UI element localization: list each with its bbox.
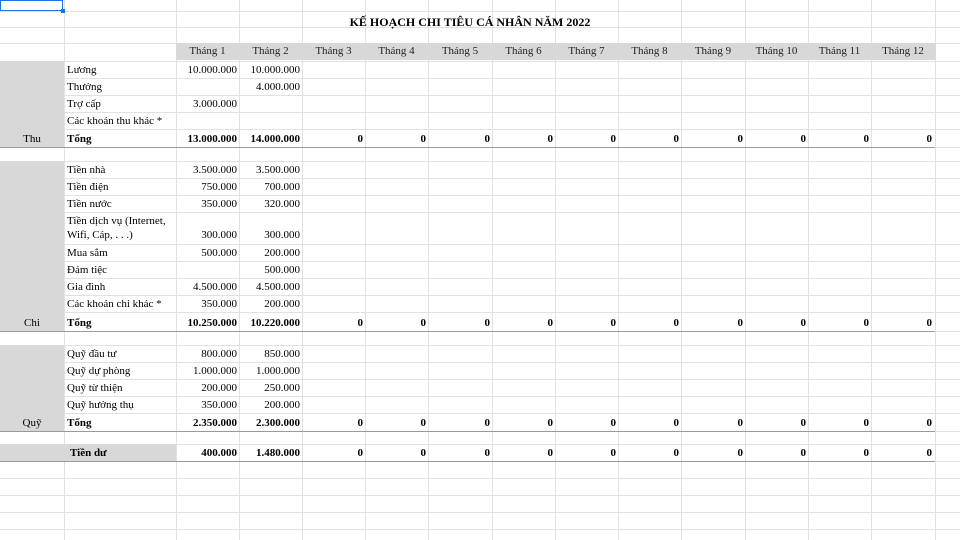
sheet-title: KẾ HOẠCH CHI TIÊU CÁ NHÂN NĂM 2022 <box>349 15 591 29</box>
total-thang-5[interactable]: 0 <box>484 447 490 459</box>
cell-thang-1[interactable]: 750.000 <box>201 181 237 193</box>
total-thang-8[interactable]: 0 <box>673 317 679 329</box>
total-label[interactable]: Tổng <box>67 317 92 329</box>
total-thang-7[interactable]: 0 <box>610 447 616 459</box>
row-label[interactable]: Quỹ từ thiện <box>67 382 123 394</box>
total-thang-1[interactable]: 13.000.000 <box>187 133 237 145</box>
month-header-4[interactable]: Tháng 4 <box>378 45 415 57</box>
total-thang-9[interactable]: 0 <box>737 133 743 145</box>
month-header-3[interactable]: Tháng 3 <box>315 45 352 57</box>
cell-thang-2[interactable]: 200.000 <box>264 399 300 411</box>
total-thang-11[interactable]: 0 <box>863 417 869 429</box>
cell-thang-2[interactable]: 3.500.000 <box>256 164 300 176</box>
section-chi-bg <box>0 161 64 331</box>
section-label-quy: Quỹ <box>22 417 42 429</box>
total-thang-3[interactable]: 0 <box>357 133 363 145</box>
section-label-thu: Thu <box>23 133 41 145</box>
total-thang-7[interactable]: 0 <box>610 417 616 429</box>
total-thang-6[interactable]: 0 <box>547 417 553 429</box>
total-thang-11[interactable]: 0 <box>863 447 869 459</box>
total-thang-4[interactable]: 0 <box>420 417 426 429</box>
cell-thang-1[interactable]: 4.500.000 <box>193 281 237 293</box>
row-label[interactable]: Quỹ đầu tư <box>67 348 117 360</box>
row-label[interactable]: Trợ cấp <box>67 98 101 110</box>
cell-thang-1[interactable]: 1.000.000 <box>193 365 237 377</box>
total-thang-1[interactable]: 10.250.000 <box>187 317 237 329</box>
total-thang-5[interactable]: 0 <box>484 133 490 145</box>
month-header-12[interactable]: Tháng 12 <box>882 45 924 57</box>
cell-thang-1[interactable]: 200.000 <box>201 382 237 394</box>
row-label[interactable]: Đám tiệc <box>67 264 108 276</box>
cell-thang-1[interactable]: 350.000 <box>201 399 237 411</box>
total-thang-4[interactable]: 0 <box>420 133 426 145</box>
cell-thang-2[interactable]: 320.000 <box>264 198 300 210</box>
row-label[interactable]: Mua sắm <box>67 247 108 259</box>
total-label[interactable]: Tổng <box>67 417 92 429</box>
month-header-5[interactable]: Tháng 5 <box>441 45 479 57</box>
total-thang-8[interactable]: 0 <box>673 447 679 459</box>
total-thang-2[interactable]: 1.480.000 <box>256 447 300 459</box>
total-thang-5[interactable]: 0 <box>484 317 490 329</box>
total-thang-7[interactable]: 0 <box>610 133 616 145</box>
cell-thang-2[interactable]: 1.000.000 <box>256 365 300 377</box>
cell-thang-1[interactable]: 350.000 <box>201 198 237 210</box>
total-thang-10[interactable]: 0 <box>800 317 806 329</box>
total-label[interactable]: Tổng <box>67 133 92 145</box>
row-label-line2[interactable]: Wifi, Cáp, . . .) <box>67 229 133 241</box>
total-thang-5[interactable]: 0 <box>484 417 490 429</box>
total-thang-6[interactable]: 0 <box>547 317 553 329</box>
cell-thang-2[interactable]: 300.000 <box>264 229 300 241</box>
total-thang-11[interactable]: 0 <box>863 133 869 145</box>
total-thang-6[interactable]: 0 <box>547 447 553 459</box>
section-label-chi: Chi <box>24 317 40 329</box>
total-thang-8[interactable]: 0 <box>673 417 679 429</box>
cell-thang-2[interactable]: 200.000 <box>264 298 300 310</box>
month-header-7[interactable]: Tháng 7 <box>568 45 605 57</box>
month-header-1[interactable]: Tháng 1 <box>189 45 226 57</box>
total-thang-12[interactable]: 0 <box>926 447 932 459</box>
cell-thang-1[interactable]: 3.000.000 <box>193 98 237 110</box>
total-thang-12[interactable]: 0 <box>926 133 932 145</box>
month-header-2[interactable]: Tháng 2 <box>252 45 289 57</box>
total-thang-2[interactable]: 2.300.000 <box>256 417 300 429</box>
month-header-8[interactable]: Tháng 8 <box>631 45 668 57</box>
total-thang-10[interactable]: 0 <box>800 447 806 459</box>
total-thang-4[interactable]: 0 <box>420 317 426 329</box>
total-thang-6[interactable]: 0 <box>547 133 553 145</box>
row-label[interactable]: Quỹ hưởng thụ <box>67 399 134 411</box>
total-thang-9[interactable]: 0 <box>737 447 743 459</box>
total-thang-3[interactable]: 0 <box>357 417 363 429</box>
row-label[interactable]: Các khoản chi khác * <box>67 298 162 310</box>
row-label[interactable]: Tiền điện <box>67 181 109 193</box>
cell-thang-1[interactable]: 350.000 <box>201 298 237 310</box>
cell-thang-1[interactable]: 800.000 <box>201 348 237 360</box>
row-label[interactable]: Các khoản thu khác * <box>67 115 163 127</box>
cell-thang-2[interactable]: 10.000.000 <box>250 64 300 76</box>
total-thang-12[interactable]: 0 <box>926 417 932 429</box>
total-thang-12[interactable]: 0 <box>926 317 932 329</box>
cell-thang-2[interactable]: 500.000 <box>264 264 300 276</box>
total-thang-7[interactable]: 0 <box>610 317 616 329</box>
total-thang-9[interactable]: 0 <box>737 417 743 429</box>
cell-thang-1[interactable]: 3.500.000 <box>193 164 237 176</box>
total-thang-3[interactable]: 0 <box>357 447 363 459</box>
fill-handle[interactable] <box>61 9 65 13</box>
row-label[interactable]: Lương <box>67 64 97 76</box>
tien-du-label[interactable]: Tiền dư <box>70 447 107 459</box>
cell-thang-2[interactable]: 700.000 <box>264 181 300 193</box>
cell-thang-1[interactable]: 10.000.000 <box>187 64 237 76</box>
row-label[interactable]: Tiền nước <box>67 198 112 210</box>
month-header-11[interactable]: Tháng 11 <box>818 45 861 57</box>
cell-thang-1[interactable]: 500.000 <box>201 247 237 259</box>
cell-thang-2[interactable]: 200.000 <box>264 247 300 259</box>
cell-thang-2[interactable]: 250.000 <box>264 382 300 394</box>
month-header-9[interactable]: Tháng 9 <box>694 45 732 57</box>
row-label[interactable]: Thưởng <box>67 81 102 93</box>
total-thang-10[interactable]: 0 <box>800 417 806 429</box>
selected-cell[interactable] <box>0 0 63 11</box>
month-header-10[interactable]: Tháng 10 <box>755 45 798 57</box>
total-thang-8[interactable]: 0 <box>673 133 679 145</box>
total-thang-4[interactable]: 0 <box>420 447 426 459</box>
cell-thang-2[interactable]: 4.500.000 <box>256 281 300 293</box>
cell-thang-2[interactable]: 4.000.000 <box>256 81 300 93</box>
total-thang-1[interactable]: 400.000 <box>201 447 237 459</box>
total-thang-9[interactable]: 0 <box>737 317 743 329</box>
row-label[interactable]: Tiền nhà <box>67 164 106 176</box>
total-thang-2[interactable]: 14.000.000 <box>250 133 300 145</box>
row-label[interactable]: Tiền dịch vụ (Internet, <box>67 215 166 227</box>
cell-thang-2[interactable]: 850.000 <box>264 348 300 360</box>
total-thang-11[interactable]: 0 <box>863 317 869 329</box>
total-thang-1[interactable]: 2.350.000 <box>193 417 237 429</box>
cell-thang-1[interactable]: 300.000 <box>201 229 237 241</box>
row-label[interactable]: Gia đình <box>67 281 106 293</box>
total-thang-2[interactable]: 10.220.000 <box>250 317 300 329</box>
total-thang-10[interactable]: 0 <box>800 133 806 145</box>
total-thang-3[interactable]: 0 <box>357 317 363 329</box>
row-label[interactable]: Quỹ dự phòng <box>67 365 131 377</box>
month-header-6[interactable]: Tháng 6 <box>505 45 542 57</box>
